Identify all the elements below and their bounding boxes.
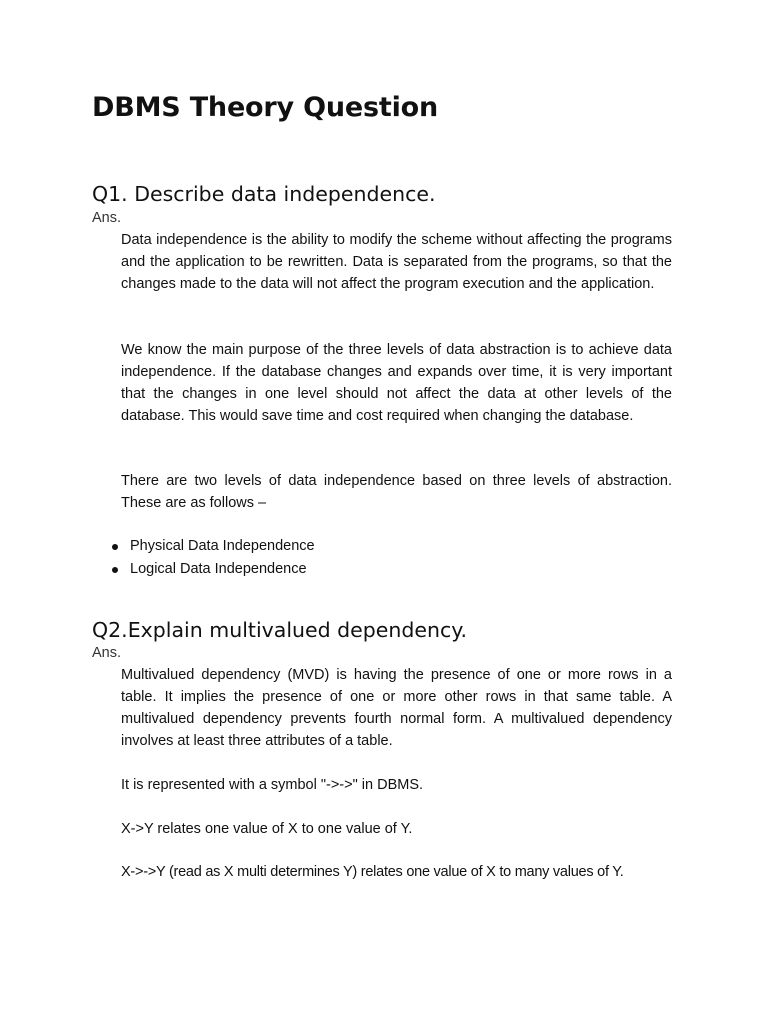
question-2-paragraph: Multivalued dependency (MVD) is having the presence of one or more rows in a table. It implies the presence of one or more other rows in that same table. A multivalued dependency prevents fourth normal form. A multivalued dependency involves at least three attributes of a table. bbox=[121, 667, 672, 749]
list-item bbox=[108, 535, 315, 558]
question-1-heading: Q1. Describe data independence. bbox=[92, 182, 436, 206]
bullet-icon bbox=[112, 567, 118, 573]
question-2-paragraph: X->Y relates one value of X to one value of Y. bbox=[121, 821, 413, 837]
question-2-heading: Q2.Explain multivalued dependency. bbox=[92, 618, 468, 642]
question-1-answer-label: Ans. bbox=[92, 210, 122, 226]
list-item-label: Physical Data Independence bbox=[130, 538, 315, 554]
data-independence-list bbox=[108, 535, 315, 581]
question-1-paragraph: Data independence is the ability to modify the scheme without affecting the programs and the application to be rewritten. Data is separated from the programs, so that the changes made to the data will not affect the program execution and the application. bbox=[121, 232, 672, 292]
question-1-paragraph: We know the main purpose of the three levels of data abstraction is to achieve data independence. If the database changes and expands over time, it is very important that the changes in one level should not affect the data at other levels of the database. This would save time and cost required when changing the database. bbox=[121, 342, 672, 424]
bullet-icon bbox=[112, 544, 118, 550]
question-2-answer-label: Ans. bbox=[92, 645, 122, 661]
page-title: DBMS Theory Question bbox=[92, 92, 439, 123]
question-2-paragraph: It is represented with a symbol "->->" in DBMS. bbox=[121, 777, 424, 793]
list-item bbox=[108, 558, 315, 581]
question-2-paragraph: X->->Y (read as X multi determines Y) relates one value of X to many values of Y. bbox=[121, 864, 624, 880]
list-item-label: Logical Data Independence bbox=[130, 561, 307, 577]
question-1-paragraph: There are two levels of data independence based on three levels of abstraction. These are as follows – bbox=[121, 473, 672, 511]
